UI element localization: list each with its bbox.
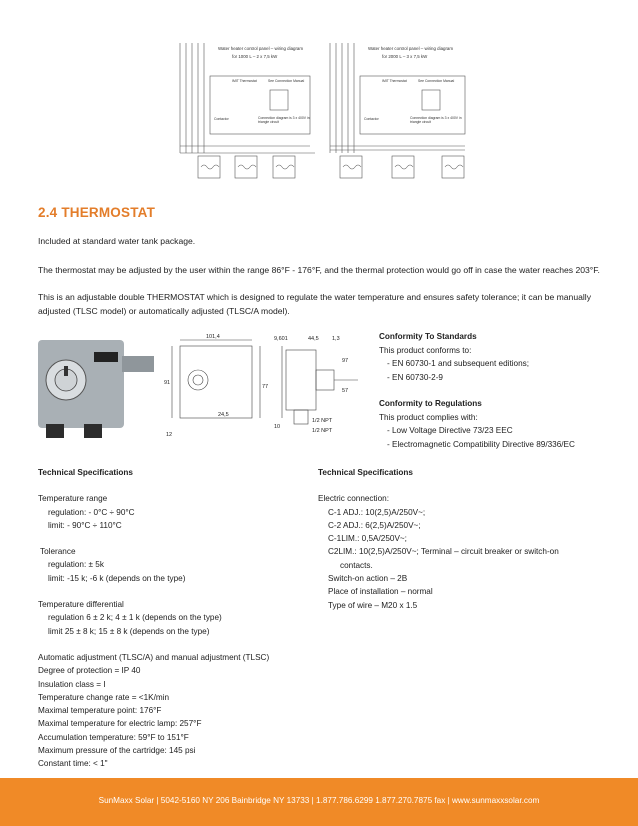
spec-line: C2LIM.: 10(2,5)A/250V~; Terminal – circuit breaker or switch-on <box>328 547 559 557</box>
dim-91: 91 <box>164 380 171 386</box>
wiring-left-thermostat: IMIT Thermostat <box>232 79 257 83</box>
spec-line: Maximal temperature point: 176°F <box>38 706 162 716</box>
dim-12: 12 <box>166 432 173 438</box>
dim-9601: 9,601 <box>274 336 288 342</box>
spec-line: regulation 6 ± 2 k; 4 ± 1 k (depends on the type) <box>48 613 222 623</box>
spec-line: Temperature differential <box>38 600 124 610</box>
section-title: 2.4 THERMOSTAT <box>38 205 156 220</box>
conformity-standard-item: - EN 60730-2-9 <box>387 372 443 382</box>
paragraph-description-1: This is an adjustable double THERMOSTAT which is designed to regulate the water temperature and ensures safety tolerance; it can be manually <box>38 292 591 302</box>
dim-44: 44,5 <box>308 336 319 342</box>
conformity-block <box>379 330 575 451</box>
spec-line: Temperature change rate = <1K/min <box>38 692 170 702</box>
dim-13: 1,3 <box>332 336 340 342</box>
spec-line: limit 25 ± 8 k; 15 ± 8 k (depends on the type) <box>48 626 210 636</box>
spec-line: C-1LIM.: 0,5A/250V~; <box>328 534 407 544</box>
spec-line: regulation: ± 5k <box>48 560 104 570</box>
spec-line: C-2 ADJ.: 6(2,5)A/250V~; <box>328 520 421 530</box>
dim-77: 77 <box>262 384 269 390</box>
dim-24: 24,5 <box>218 412 229 418</box>
specs-left-heading: Technical Specifications <box>38 468 133 477</box>
spec-line: limit: - 90°C ÷ 110°C <box>48 520 122 530</box>
dim-101: 101,4 <box>206 334 220 340</box>
dimension-drawing <box>162 332 360 442</box>
conformity-regulation-item: - Electromagnetic Compatibility Directive 89/336/EC <box>387 439 575 449</box>
conformity-standards-title: Conformity To Standards <box>379 332 477 341</box>
dim-57: 57 <box>342 388 349 394</box>
spec-line: Type of wire – M20 x 1.5 <box>328 600 418 610</box>
conformity-regulations-intro: This product complies with: <box>379 412 478 422</box>
specs-right-heading: Technical Specifications <box>318 468 413 477</box>
conformity-regulation-item: - Low Voltage Directive 73/23 EEC <box>387 426 513 435</box>
wiring-right-thermostat: IMIT Thermostat <box>382 79 407 83</box>
conformity-regulations-title: Conformity to Regulations <box>379 399 482 408</box>
paragraph-included: Included at standard water tank package. <box>38 236 196 246</box>
spec-line: Degree of protection = IP 40 <box>38 666 141 676</box>
dim-npt-2: 1/2 NPT <box>312 428 333 434</box>
thermostat-photo <box>36 332 156 442</box>
specs-left <box>38 466 318 771</box>
spec-line: Temperature range <box>38 494 108 504</box>
wiring-right-contactor: Contactor <box>364 117 379 121</box>
spec-line: regulation: - 0°C ÷ 90°C <box>48 507 135 517</box>
wiring-right-subtitle: for 2000 L – 3 x 7,5 kW <box>382 54 428 59</box>
specs-right <box>318 466 608 612</box>
dim-97: 97 <box>342 358 349 364</box>
dim-10: 10 <box>274 424 281 430</box>
wiring-right-title: Water heater control panel – wiring diagram <box>368 46 454 51</box>
spec-line: contacts. <box>340 560 373 570</box>
dim-npt-1: 1/2 NPT <box>312 418 333 424</box>
wiring-left-manual: See Connection Manual <box>268 79 305 83</box>
spec-line: Maximal temperature for electric lamp: 257°F <box>38 719 202 729</box>
conformity-standard-item: - EN 60730-1 and subsequent editions; <box>387 359 530 368</box>
conformity-standards-intro: This product conforms to: <box>379 345 472 355</box>
spec-line: Automatic adjustment (TLSC/A) and manual adjustment (TLSC) <box>38 652 270 662</box>
paragraph-description-2: adjusted (TLSC model) or automatically adjusted (TLSC/A model). <box>38 306 290 316</box>
wiring-left-subtitle: for 1000 L – 2 x 7,5 kW <box>232 54 278 59</box>
spec-line: Constant time: < 1" <box>38 759 108 769</box>
spec-line: Tolerance <box>40 547 76 557</box>
paragraph-range: The thermostat may be adjusted by the user within the range 86°F - 176°F, and the thermal protection would go off in case the water reaches 203°F. <box>38 265 600 275</box>
wiring-diagrams <box>170 38 470 196</box>
spec-line: Maximum pressure of the cartridge: 145 psi <box>38 746 196 756</box>
spec-line: limit: -15 k; -6 k (depends on the type) <box>48 573 186 583</box>
wiring-left-title: Water heater control panel – wiring diagram <box>218 46 304 51</box>
wiring-right-manual: See Connection Manual <box>418 79 455 83</box>
spec-line: Accumulation temperature: 59°F to 151°F <box>38 732 189 742</box>
wiring-left-note: Connection diagram is 3 x 400V in triangle circuit <box>258 116 310 124</box>
footer-contact: SunMaxx Solar | 5042-5160 NY 206 Bainbridge NY 13733 | 1.877.786.6299 1.877.270.7875 fax | www.sunmaxxsolar.com <box>98 796 540 805</box>
wiring-right-note: Connection diagram is 3 x 400V in triangle circuit <box>410 116 462 124</box>
spec-line: Electric connection: <box>318 494 389 504</box>
spec-line: C-1 ADJ.: 10(2,5)A/250V~; <box>328 507 426 517</box>
wiring-left-contactor: Contactor <box>214 117 229 121</box>
spec-line: Switch-on action – 2B <box>328 574 408 584</box>
spec-line: Insulation class = I <box>38 679 106 689</box>
spec-line: Place of installation – normal <box>328 587 433 597</box>
